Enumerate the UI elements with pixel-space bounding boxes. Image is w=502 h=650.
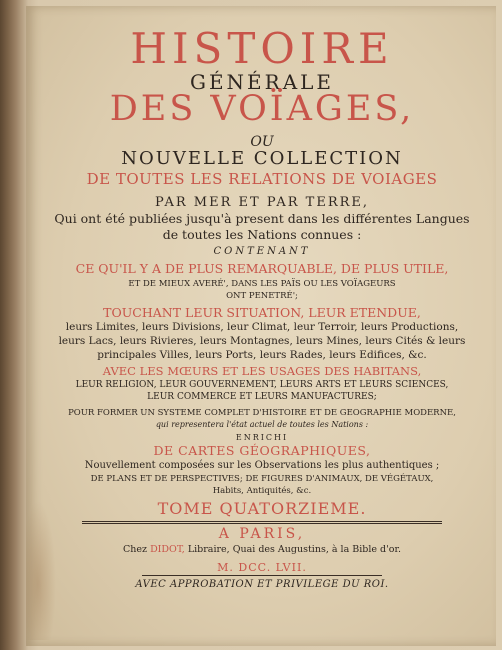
moeurs-line: AVEC LES MŒURS ET LES USAGES DES HABITANS, — [102, 364, 422, 378]
cartes-line: DE CARTES GÉOGRAPHIQUES, — [153, 443, 371, 458]
mieux-avere-line-2: ONT PENETRÉ'; — [226, 291, 298, 301]
remarquable-line: CE QU'IL Y A DE PLUS REMARQUABLE, DE PLUS UTILE, — [75, 261, 449, 276]
imprint-publisher: DIDOT, — [150, 544, 185, 555]
qui-ont-line-2: de toutes les Nations connues : — [162, 227, 362, 242]
pour-former-line: POUR FORMER UN SYSTEME COMPLET D'HISTOIRE ET DE GEOGRAPHIE MODERNE, — [68, 408, 456, 418]
relations-line: DE TOUTES LES RELATIONS DE VOIAGES — [86, 170, 438, 188]
contenant-line: CONTENANT — [213, 246, 311, 257]
plans-line-1: DE PLANS ET DE PERSPECTIVES; DE FIGURES D'ANIMAUX, DE VÉGÉTAUX, — [90, 474, 434, 484]
limites-line-1: leurs Limites, leurs Divisions, leur Climat, leur Terroir, leurs Productions, — [65, 321, 459, 333]
qui-ont-line-1: Qui ont été publiées jusqu'à present dans les différentes Langues — [54, 211, 470, 226]
limites-line-3: principales Villes, leurs Ports, leurs Rades, leurs Edifices, &c. — [97, 349, 427, 361]
title-page-text — [46, 0, 478, 650]
nouvelle-collection-line: NOUVELLE COLLECTION — [121, 148, 403, 169]
approbation-line: AVEC APPROBATION ET PRIVILEGE DU ROI. — [135, 579, 389, 590]
par-mer-line: PAR MER ET PAR TERRE, — [154, 195, 370, 210]
touchant-line: TOUCHANT LEUR SITUATION, LEUR ETENDUE, — [103, 305, 421, 320]
religion-line-1: LEUR RELIGION, LEUR GOUVERNEMENT, LEURS ARTS ET LEURS SCIENCES, — [75, 380, 449, 390]
limites-line-2: leurs Lacs, leurs Rivieres, leurs Montagnes, leurs Mines, leurs Cités & leurs — [58, 335, 466, 347]
nouvellement-line: Nouvellement composées sur les Observations les plus authentiques ; — [84, 460, 440, 471]
mieux-avere-line-1: ET DE MIEUX AVERÉ', DANS LES PAÏS OU LES VOÏAGEURS — [128, 279, 396, 289]
qui-representera-line: qui representera l'état actuel de toutes les Nations : — [155, 420, 369, 429]
date-rule — [142, 575, 382, 576]
book-title: HISTOIRE — [130, 24, 394, 73]
title-line-voiages: DES VOÏAGES, — [109, 89, 415, 129]
ou-line: OU — [250, 134, 274, 150]
double-rule — [82, 521, 442, 524]
tome-line: TOME QUATORZIEME. — [157, 499, 367, 518]
religion-line-2: LEUR COMMERCE ET LEURS MANUFACTURES; — [147, 392, 377, 402]
plans-line-2: Habits, Antiquités, &c. — [212, 486, 312, 496]
paris-line: A PARIS, — [218, 526, 306, 542]
imprint-address: Libraire, Quai des Augustins, à la Bible d'or. — [184, 544, 401, 555]
date-line: M. DCC. LVII. — [217, 561, 307, 574]
imprint-line — [46, 545, 478, 555]
imprint-chez: Chez — [123, 544, 151, 555]
enrichi-line: ENRICHI — [235, 433, 289, 442]
title-line-generale: GÉNÉRALE — [189, 70, 335, 94]
